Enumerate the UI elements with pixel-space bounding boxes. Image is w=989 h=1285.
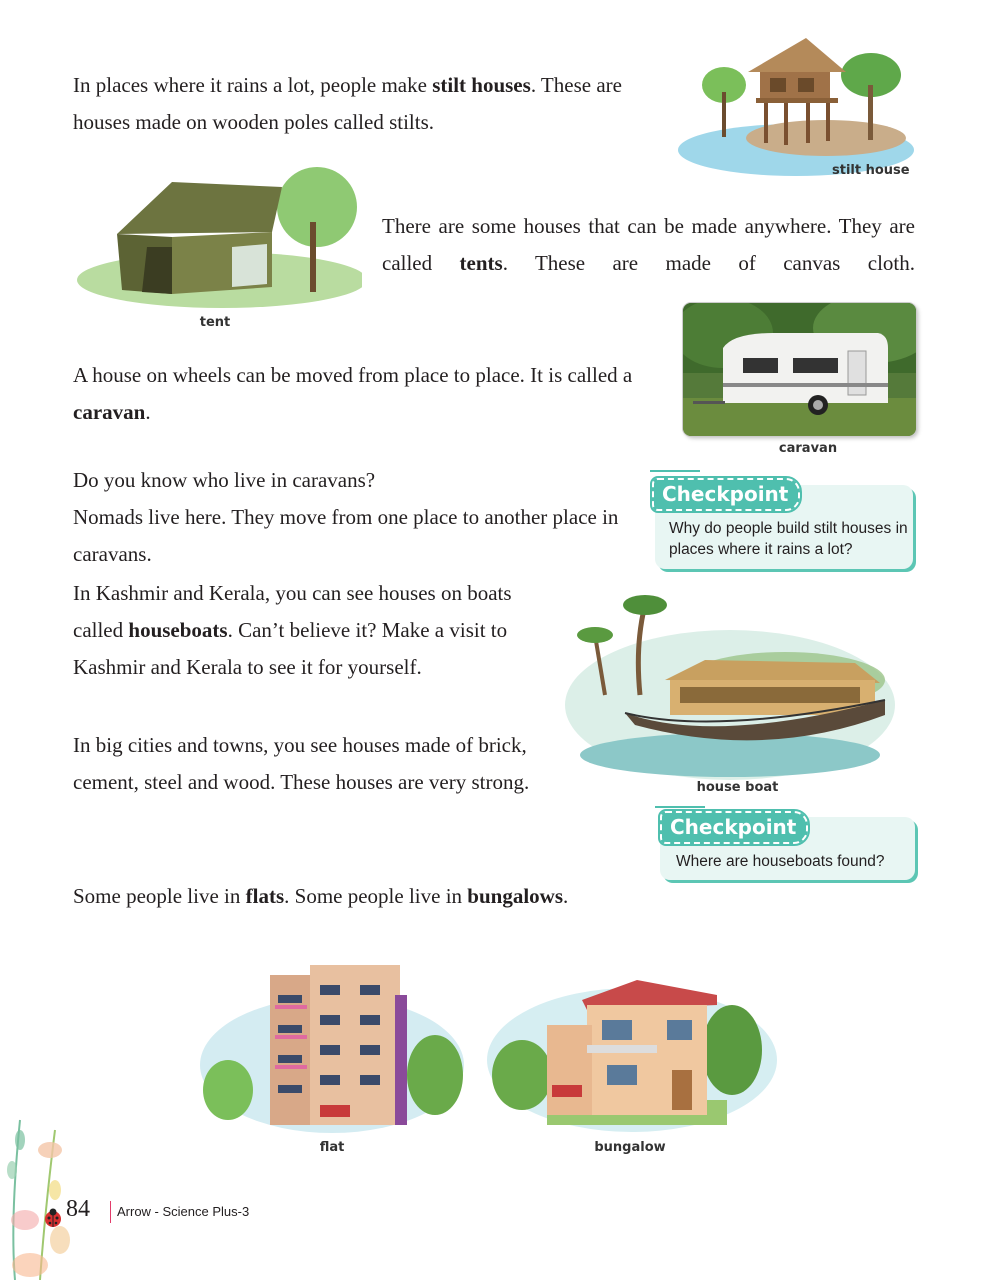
checkpoint-1-title: Checkpoint <box>652 478 800 511</box>
tent-paragraph: There are some houses that can be made anywhere. They are called tents. These are made of canvas cloth. <box>382 214 915 275</box>
caravan-paragraph: A house on wheels can be moved from place to place. It is called a caravan. <box>73 363 633 424</box>
tent-caption: tent <box>199 315 231 330</box>
footer-divider <box>110 1201 111 1223</box>
caravan-photo <box>683 303 916 436</box>
checkpoint-2-question: Where are houseboats found? <box>676 853 885 870</box>
cities-paragraph: In big cities and towns, you see houses made of brick, cement, steel and wood. These houses are very strong. <box>73 733 530 794</box>
checkpoint-1-line <box>650 470 700 472</box>
nomads-question: Do you know who live in caravans? <box>73 468 376 492</box>
book-title: Arrow - Science Plus-3 <box>117 1204 250 1219</box>
bungalow-caption: bungalow <box>594 1140 666 1155</box>
stilt-house-caption: stilt house <box>832 163 910 178</box>
nomads-paragraph: Nomads live here. They move from one place to another place in caravans. <box>73 505 619 566</box>
checkpoint-2-title: Checkpoint <box>660 811 808 844</box>
ladybug-icon <box>42 1207 64 1229</box>
houseboat-illustration <box>565 585 895 780</box>
floral-decoration <box>0 1100 75 1280</box>
page-number: 84 <box>66 1196 90 1222</box>
stilt-house-illustration <box>676 30 916 180</box>
bungalow-illustration <box>487 965 777 1135</box>
caravan-caption: caravan <box>778 441 838 456</box>
flats-paragraph: Some people live in flats. Some people live in bungalows. <box>73 884 569 908</box>
houseboat-caption: house boat <box>696 780 779 795</box>
stilt-house-paragraph: In places where it rains a lot, people make stilt houses. These are houses made on wooden poles called stilts. <box>73 73 622 134</box>
houseboat-paragraph: In Kashmir and Kerala, you can see houses on boats called houseboats. Can’t believe it? Make a visit to Kashmir and Kerala to see it for yourself. <box>73 581 512 679</box>
checkpoint-2-line <box>655 806 705 808</box>
tent-illustration <box>72 152 362 312</box>
flat-illustration <box>200 955 465 1135</box>
flat-caption: flat <box>319 1140 345 1155</box>
checkpoint-1-question: Why do people build stilt houses in places where it rains a lot? <box>669 520 908 558</box>
